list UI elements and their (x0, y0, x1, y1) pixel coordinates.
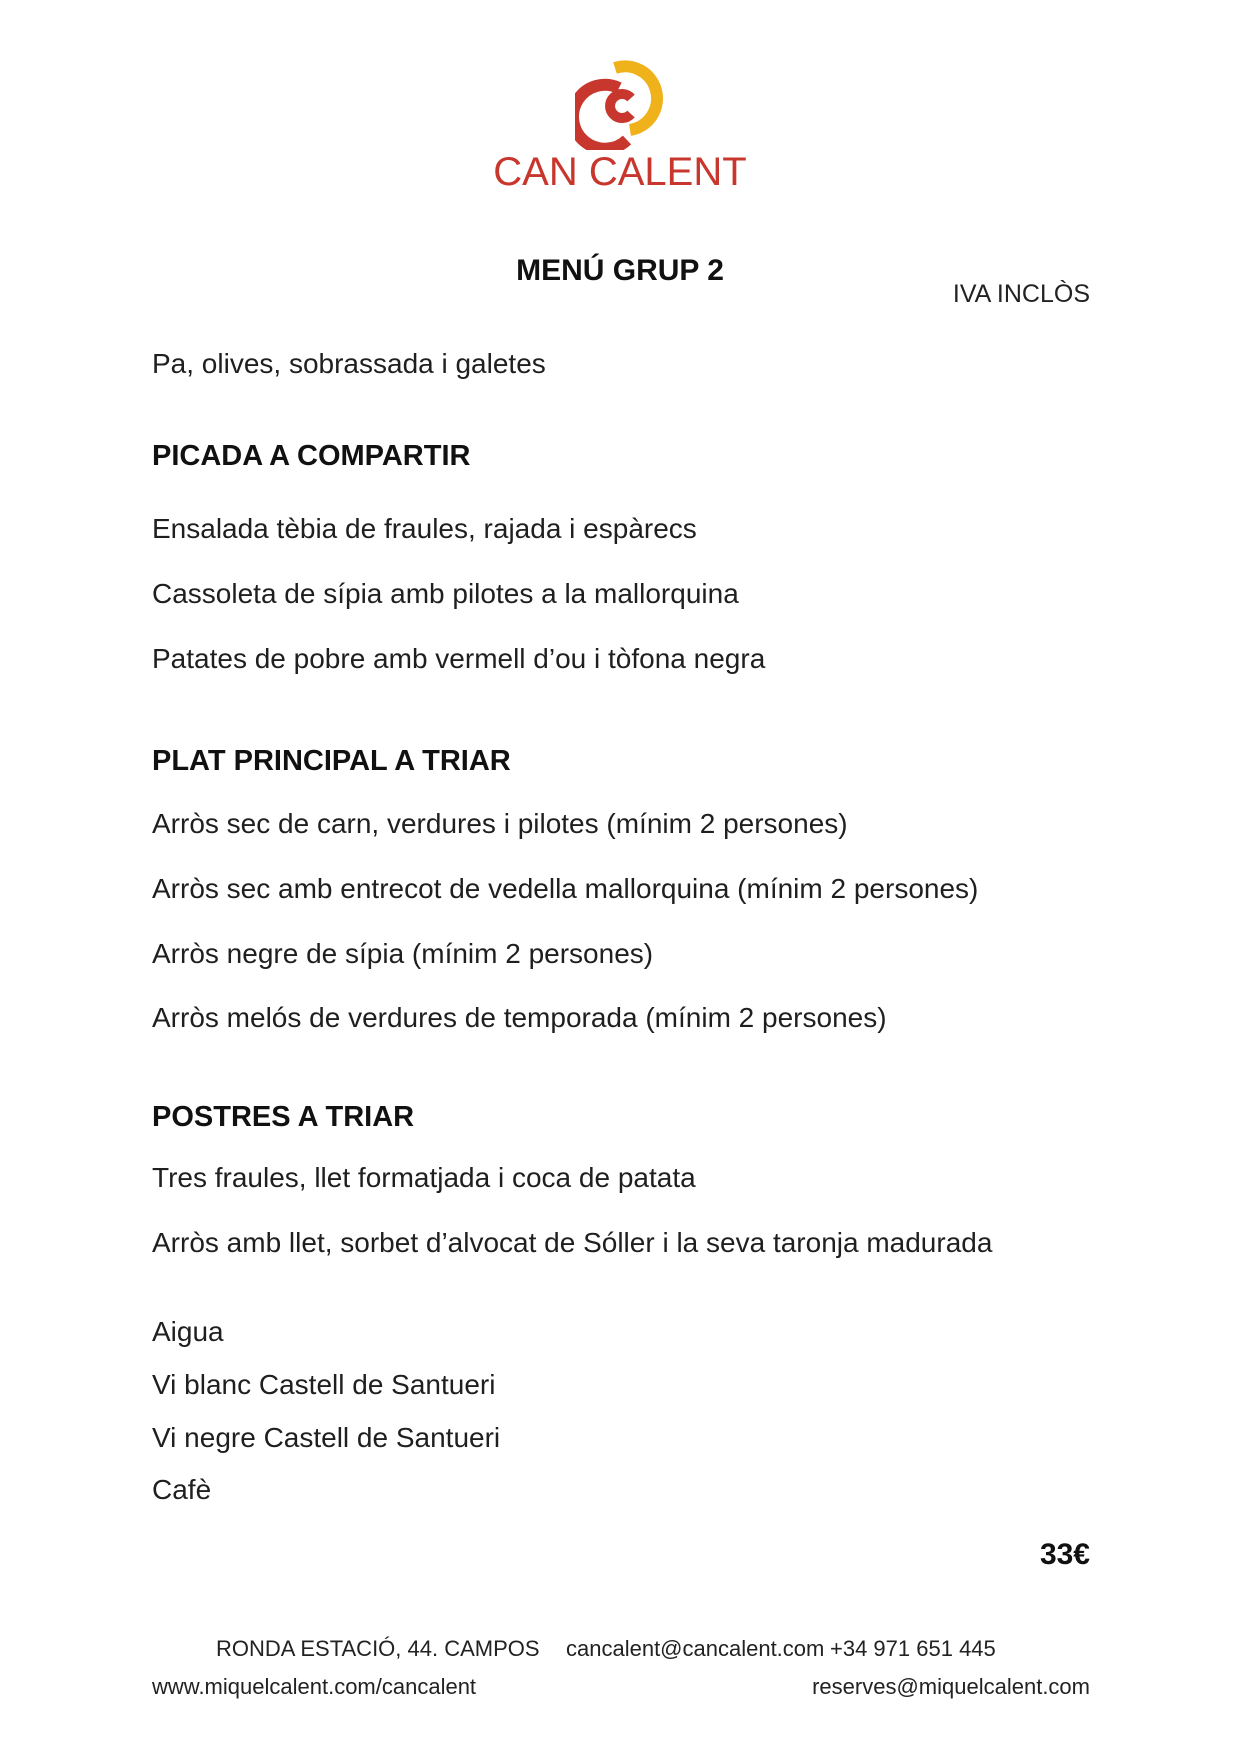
menu-item: Cassoleta de sípia amb pilotes a la mallorquina (152, 578, 739, 609)
menu-item: Arròs amb llet, sorbet d’alvocat de Sóller i la seva taronja madurada (152, 1227, 993, 1258)
brand-logo (0, 58, 1240, 150)
menu-item: Patates de pobre amb vermell d’ou i tòfona negra (152, 643, 766, 674)
menu-item: Arròs melós de verdures de temporada (mínim 2 persones) (152, 1002, 887, 1033)
intro-line: Pa, olives, sobrassada i galetes (152, 348, 546, 379)
menu-title: MENÚ GRUP 2 (516, 254, 724, 287)
menu-item: Arròs sec amb entrecot de vedella mallorquina (mínim 2 persones) (152, 873, 979, 904)
section-heading-principal: PLAT PRINCIPAL A TRIAR (152, 745, 511, 777)
drink-item: Aigua (152, 1316, 224, 1347)
menu-item: Arròs negre de sípia (mínim 2 persones) (152, 938, 654, 969)
footer-reservations[interactable]: reserves@miquelcalent.com (812, 1674, 1090, 1699)
section-heading-postres: POSTRES A TRIAR (152, 1101, 415, 1133)
drink-item: Vi negre Castell de Santueri (152, 1422, 501, 1453)
footer-phone[interactable]: +34 971 651 445 (830, 1636, 996, 1661)
drink-item: Vi blanc Castell de Santueri (152, 1369, 496, 1400)
iva-note: IVA INCLÒS (952, 280, 1090, 308)
footer-website[interactable]: www.miquelcalent.com/cancalent (152, 1674, 477, 1699)
brand-name: CAN CALENT (493, 150, 747, 194)
footer-email[interactable]: cancalent@cancalent.com (566, 1636, 825, 1661)
cc-swirl-logo-icon (575, 58, 665, 150)
menu-item: Arròs sec de carn, verdures i pilotes (mínim 2 persones) (152, 808, 848, 839)
footer-address: RONDA ESTACIÓ, 44. CAMPOS (216, 1636, 540, 1661)
section-heading-picada: PICADA A COMPARTIR (152, 440, 471, 472)
drink-item: Cafè (152, 1474, 212, 1505)
menu-item: Tres fraules, llet formatjada i coca de patata (152, 1162, 696, 1193)
menu-price: 33€ (1039, 1538, 1090, 1571)
menu-item: Ensalada tèbia de fraules, rajada i espàrecs (152, 513, 697, 544)
